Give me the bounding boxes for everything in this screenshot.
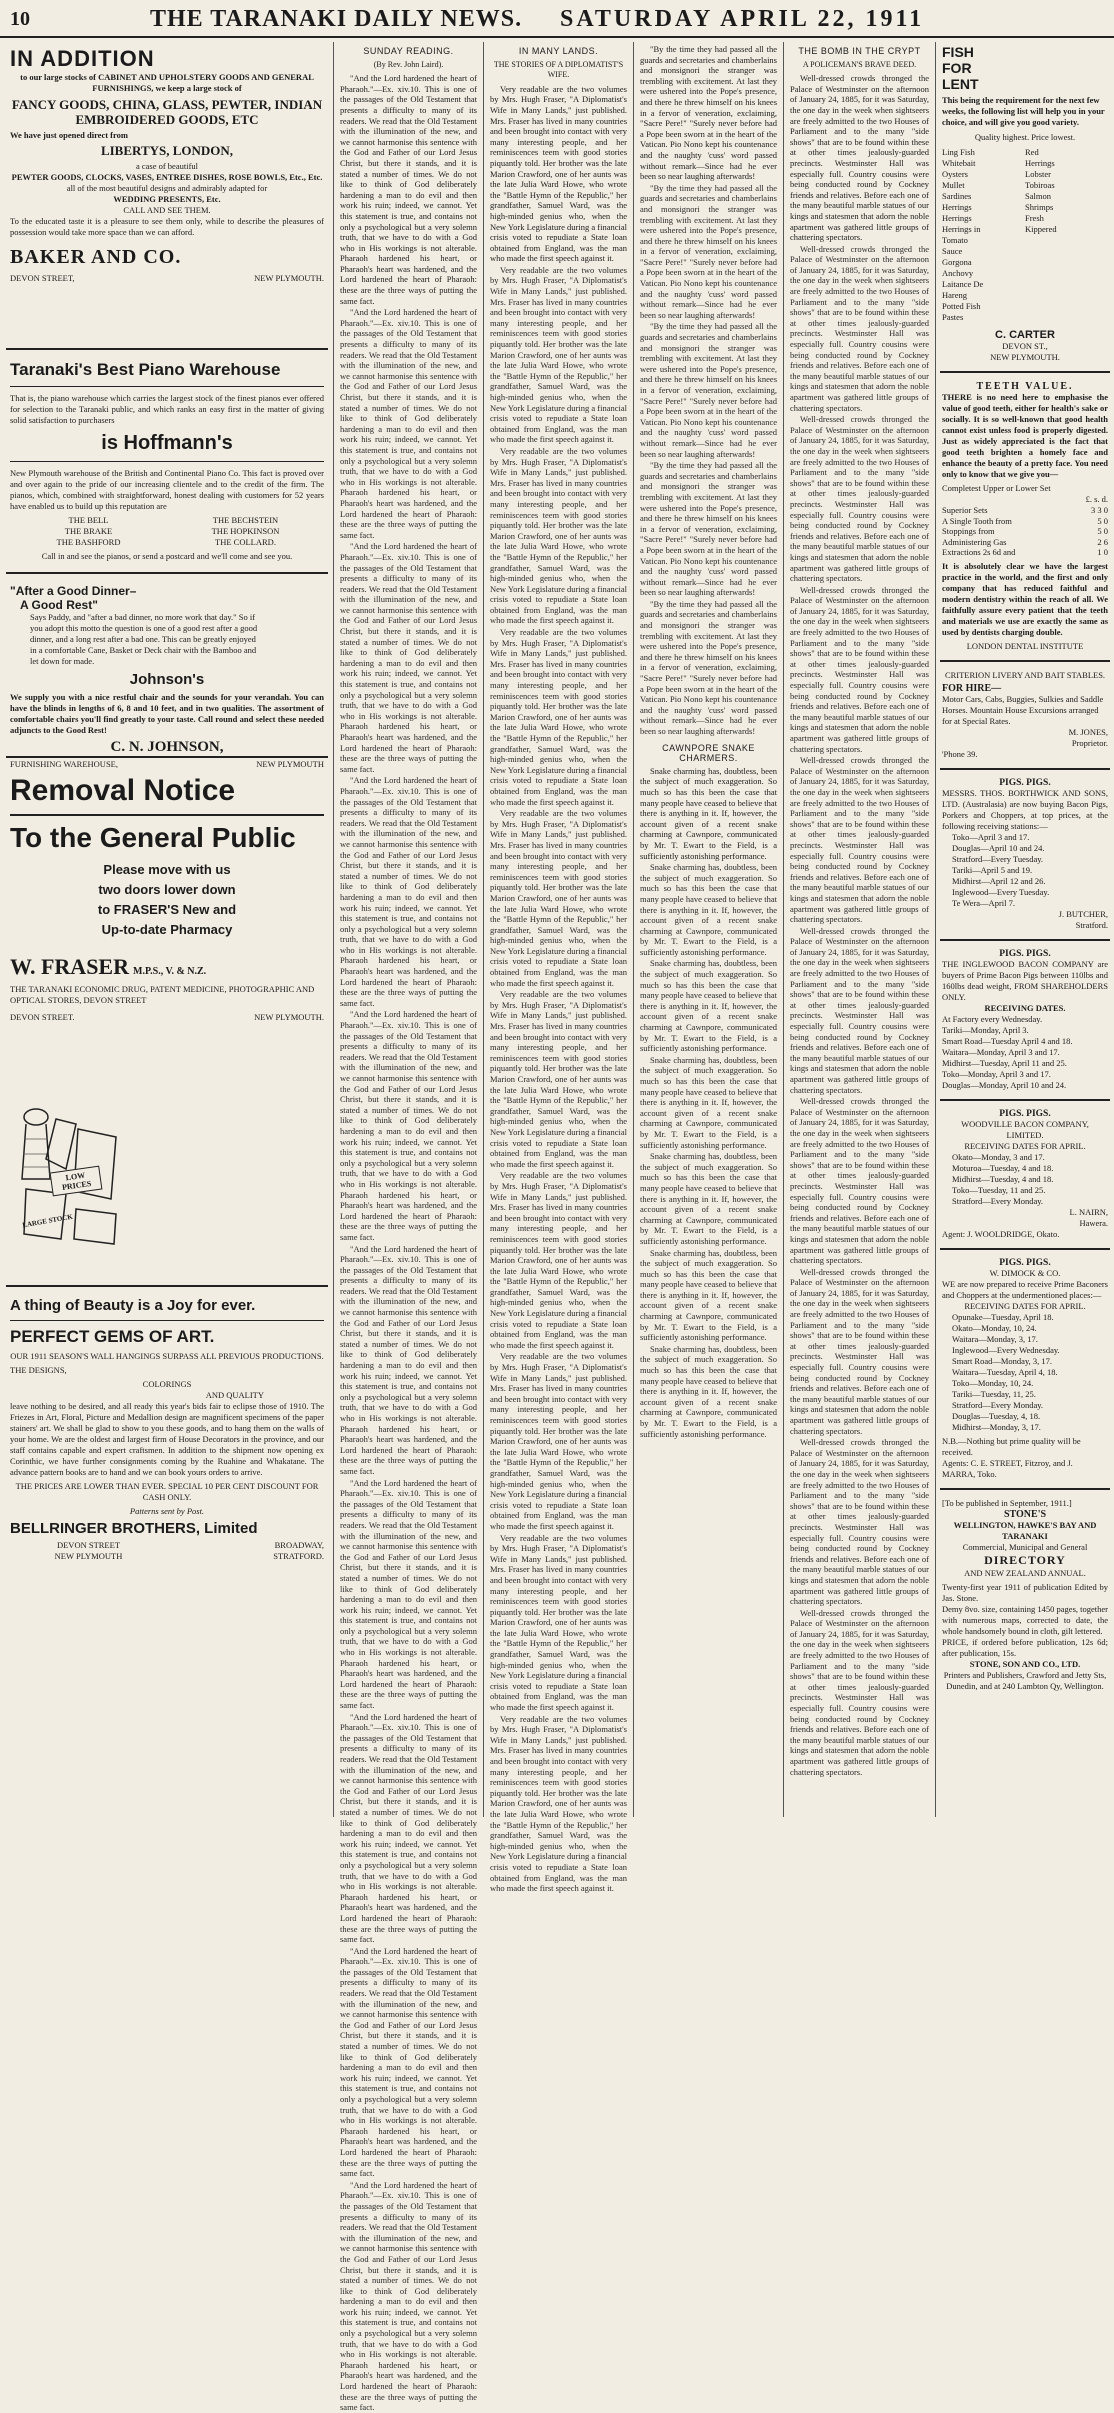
- price-label: Stoppings from: [942, 526, 995, 536]
- ad-firm-name: WOODVILLE BACON COMPANY, LIMITED.: [961, 1118, 1089, 1140]
- receiving-date: Waitara—Monday, 3, 17.: [952, 1333, 1038, 1344]
- article-subheading: THE STORIES OF A DIPLOMATIST'S WIFE.: [493, 59, 624, 80]
- article-text-continued: "And the Lord hardened the heart of Pharaoh."—Ex. xiv.10. This is one of the passages of the Old Testament that presents a difficulty to many of its readers. We read that the Old Testament with the illumination of the new, and we cannot harmonise this sentence with the God and Father of our Lord Jesus Christ, but there it stands, and it is stated a number of times. We do not like to think of God deliberately hardening a man to do evil and then work his ruin; indeed, we cannot. Yet this statement is true, and contains not only a psychological but a very solemn truth, that we have to do with a God who in His workings is not alterable. Pharaoh hardened his heart, or Pharaoh's heart was hardened, and the Lord hardened the heart of Pharaoh: these are the three ways of putting the same fact.: [340, 2179, 477, 2413]
- inglewood-bacon-ad: [940, 947, 1110, 1093]
- ad-firm-name: M. JONES,: [1068, 726, 1108, 737]
- ad-text: WE are now prepared to receive Prime Baconers and Choppers at the undermentioned places:—: [942, 1278, 1108, 1300]
- fish-item: Herrings: [942, 202, 972, 212]
- price-tag-text: PRICES: [61, 1178, 92, 1192]
- ad-text: THE DESIGNS,: [10, 1365, 67, 1375]
- ad-phone: 'Phone 39.: [942, 748, 978, 759]
- ad-headline: PERFECT GEMS OF ART.: [10, 1327, 215, 1346]
- article-subheading: A POLICEMAN'S BRAVE DEED.: [802, 59, 917, 69]
- article-text-continued: Snake charming has, doubtless, been the subject of much exaggeration. So much so has this been the case that many people have ceased to believe that there is anything in it. If, however, the account given of a recent snake charming at Cawnpore, communicated by Mr. T. Ewart to the Field, is a sufficiently astonishing performance.: [640, 958, 777, 1054]
- article-text: Snake charming has, doubtless, been the subject of much exaggeration. So much so has this been the case that many people have ceased to believe that there is anything in it. If, however, the account given of a recent snake charming at Cawnpore, communicated by Mr. T. Ewart to the Field, is a sufficiently astonishing performance.: [640, 765, 777, 861]
- brand-name: THE COLLARD.: [215, 537, 276, 547]
- ad-headline: PIGS. PIGS.: [999, 777, 1051, 788]
- hoffmanns-piano-ad: [6, 356, 328, 566]
- ad-text: Motor Cars, Cabs, Buggies, Sulkies and Saddle Horses. Mountain House Excursions arranged for at Special Rates.: [942, 693, 1104, 726]
- fish-item: Tobiroas: [1025, 180, 1055, 190]
- ad-text: COLORINGS: [142, 1379, 192, 1389]
- ad-text: We have just opened direct from: [10, 130, 128, 140]
- article-text-continued: "And the Lord hardened the heart of Pharaoh."—Ex. xiv.10. This is one of the passages of the Old Testament that presents a difficulty to many of its readers. We read that the Old Testament with the illumination of the new, and we cannot harmonise this sentence with the God and Father of our Lord Jesus Christ, but there it stands, and it is stated a number of times. We do not like to think of God deliberately hardening a man to do evil and then work his ruin; indeed, we cannot. Yet this statement is true, and contains not only a psychological but a very solemn truth, that we have to do with a God who in His workings is not alterable. Pharaoh hardened his heart, or Pharaoh's heart was hardened, and the Lord hardened the heart of Pharaoh: these are the three ways of putting the same fact.: [340, 1945, 477, 2179]
- ad-firm-title: Proprietor.: [1071, 737, 1108, 748]
- article-text-continued: Snake charming has, doubtless, been the subject of much exaggeration. So much so has this been the case that many people have ceased to believe that there is anything in it. If, however, the account given of a recent snake charming at Cawnpore, communicated by Mr. T. Ewart to the Field, is a sufficiently astonishing performance.: [640, 1247, 777, 1343]
- article-text-continued: Very readable are the two volumes by Mrs. Hugh Fraser, "A Diplomatist's Wife in Many Lands," just published. Mrs. Fraser has lived in many countries and been brought into contact with very many interesting people, and her reminiscences teem with good stories piquantly told. Her brother was the late Marion Crawford, one of her aunts was the late Julia Ward Howe, who wrote the "Battle Hymn of the Republic," her grandfather, Samuel Ward, was the high-minded genius who, when the New York Legislature during a financial crisis voted to repudiate a State loan obtained from England, was the man who made the first speech against it.: [490, 1351, 627, 1531]
- newspaper-title: THE TARANAKI DAILY NEWS.: [150, 6, 523, 32]
- article-text-continued: "By the time they had passed all the guards and secretaries and chamberlains and monsignori the stranger was trembling with excitement. At last they were ushered into the Pope's presence, and there he threw himself on his knees in a fervor of veneration, exclaiming, "Sacre Pere!" "Surely never before had a Pope been sworn at in the heart of the Vatican. Pio Nono kept his countenance and the naughty 'cuss' word passed without remark—Since had he ever been so near laughing afterwards!: [640, 460, 777, 598]
- ad-agent: L. NAIRN,: [1069, 1206, 1108, 1217]
- ad-divider: [940, 1099, 1110, 1101]
- ad-text: [To be published in September, 1911.]: [942, 1497, 1072, 1508]
- ad-text: Printers and Publishers, Crawford and Jetty Sts, Dunedin, and at 240 Lambton Qy, Wellington.: [943, 1669, 1107, 1691]
- receiving-date: Tariki—Tuesday, 11, 25.: [952, 1388, 1036, 1399]
- price-label: Administering Gas: [942, 536, 1007, 547]
- article-text-continued: "And the Lord hardened the heart of Pharaoh."—Ex. xiv.10. This is one of the passages of the Old Testament that presents a difficulty to many of its readers. We read that the Old Testament with the illumination of the new, and we cannot harmonise this sentence with the God and Father of our Lord Jesus Christ, but there it stands, and it is stated a number of times. We do not like to think of God deliberately hardening a man to do evil and then work his ruin; indeed, we cannot. Yet this statement is true, and contains not only a psychological but a very solemn truth, that we have to do with a God who in His workings is not alterable. Pharaoh hardened his heart, or Pharaoh's heart was hardened, and the Lord hardened the heart of Pharaoh: these are the three ways of putting the same fact.: [340, 541, 477, 774]
- article-text-continued: Well-dressed crowds thronged the Palace of Westminster on the afternoon of January 24, 1885, for it was Saturday, the one day in the week when sightseers are freely admitted to the two Houses of Parliament and to the many "side shows" that are to be found within these at other times jealously-guarded precincts. Westminster Hall was especially full. Country cousins were being conducted round by Cockney friends and relatives. Before each one of the many beautiful marble statues of our kings and statesmen that adorn the noble apartment was gathered little groups of chattering spectators.: [790, 1607, 929, 1777]
- ad-headline: A Good Rest": [20, 598, 98, 612]
- ad-text: Completest Upper or Lower Set: [942, 483, 1051, 493]
- ad-divider: [940, 1488, 1110, 1490]
- ad-text: to our large stocks of CABINET AND UPHOLSTERY GOODS AND GENERAL FURNISHINGS, we keep a large stock of: [20, 72, 314, 93]
- price-label: Superior Sets: [942, 505, 988, 515]
- ad-text: It is absolutely clear we have the largest practice in the world, and the first and only company that has reduced faithful and modern dentistry within the reach of all. We faithfully assure every patient that the teeth and materials we use are exactly the same as used by dentists charging double.: [942, 560, 1108, 637]
- article-text-continued: Very readable are the two volumes by Mrs. Hugh Fraser, "A Diplomatist's Wife in Many Lands," just published. Mrs. Fraser has lived in many countries and been brought into contact with very many interesting people, and her reminiscences teem with good stories piquantly told. Her brother was the late Marion Crawford, one of her aunts was the late Julia Ward Howe, who wrote the "Battle Hymn of the Republic," her grandfather, Samuel Ward, was the high-minded genius who, when the New York Legislature during a financial crisis voted to repudiate a State loan obtained from England, was the man who made the first speech against it.: [490, 264, 627, 445]
- ad-subheadline: RECEIVING DATES FOR APRIL.: [964, 1140, 1086, 1151]
- ad-text: That is, the piano warehouse which carries the largest stock of the finest pianos ever offered for selection to the Taranaki public, and which ranks an easy first in the matter of giving solid satisfaction to purchasers: [10, 393, 324, 425]
- ad-headline: PIGS. PIGS.: [999, 1257, 1051, 1268]
- ad-firm-name: BELLRINGER BROTHERS, Limited: [10, 1520, 258, 1537]
- ad-firm-name: STONE'S: [1003, 1508, 1047, 1520]
- price-value: 1 0: [1097, 547, 1108, 557]
- ad-address: [10, 273, 324, 284]
- right-ads-column: [940, 42, 1110, 1817]
- ad-firm-quals: M.P.S., V. & N.Z.: [133, 966, 207, 977]
- ad-text: Up-to-date Pharmacy: [101, 922, 233, 937]
- ad-subheadline: Commercial, Municipal and General: [962, 1541, 1088, 1552]
- fish-item: Fresh: [1025, 213, 1044, 223]
- pope-and-snake-column: [636, 42, 781, 1817]
- dimock-pigs-ad: [940, 1256, 1110, 1482]
- receiving-date: Douglas—Tuesday, 4, 18.: [952, 1410, 1041, 1421]
- article-heading: IN MANY LANDS.: [518, 46, 599, 56]
- ad-text: Quality highest. Price lowest.: [974, 132, 1076, 142]
- ad-headline: IN ADDITION: [10, 46, 155, 71]
- receiving-date: Toko—Monday, April 3 and 17.: [942, 1068, 1051, 1079]
- ad-subheadline: AND NEW ZEALAND ANNUAL.: [964, 1567, 1086, 1578]
- article-text: Very readable are the two volumes by Mrs. Hugh Fraser, "A Diplomatist's Wife in Many Lands," just published. Mrs. Fraser has lived in many countries and been brought into contact with very many interesting people, and her reminiscences teem with good stories piquantly told. Her brother was the late Marion Crawford, one of her aunts was the late Julia Ward Howe, who wrote the "Battle Hymn of the Republic," her grandfather, Samuel Ward, was the high-minded genius who, when the New York Legislature during a financial crisis voted to repudiate a State loan obtained from England, was the man who made the first speech against it.: [490, 83, 627, 264]
- article-heading: SUNDAY READING.: [363, 46, 454, 56]
- ad-subheadline: RECEIVING DATES FOR APRIL.: [964, 1300, 1086, 1311]
- receiving-dates-list: [942, 1014, 1108, 1091]
- ad-text: to FRASER'S New and: [97, 902, 237, 917]
- advertisements-column: [6, 42, 328, 1817]
- ad-text: leave nothing to be desired, and all ready this year's bids fair to eclipse those of 1910. The Friezes in Art, Floral, Picture and Medallion design are magnificent specimens of the paper stainers' art. We shall be glad to show to you these goods, and to hang them on the walls of your home. We are the oldest and largest firm of House Decorators in the province, and our staff contains capable and expert craftsmen. In addition to the shipment now opening ex Corinthic, we have further consignments coming by the Ruahine and Whakatane. The advance pattern books are to hand and we can book yours orders to arrive.: [10, 1401, 324, 1477]
- ad-firm-name: LONDON DENTAL INSTITUTE: [966, 640, 1084, 651]
- fish-item: Herrings in Tomato Sauce: [942, 224, 981, 256]
- ad-text: CALL AND SEE THEM.: [123, 205, 211, 215]
- ad-headline: DIRECTORY: [984, 1552, 1066, 1567]
- receiving-date: Midhirst—April 12 and 26.: [952, 875, 1046, 886]
- article-byline: (By Rev. John Laird).: [373, 59, 444, 69]
- ad-divider: [940, 660, 1110, 662]
- article-heading: CAWNPORE SNAKE CHARMERS.: [662, 742, 755, 764]
- price-row: [942, 537, 1108, 548]
- fish-item: Salmon: [1025, 191, 1051, 201]
- ad-divider: [940, 939, 1110, 941]
- ad-text: AND QUALITY: [205, 1390, 264, 1400]
- article-text-continued: "By the time they had passed all the guards and secretaries and chamberlains and monsignori the stranger was trembling with excitement. At last they were ushered into the Pope's presence, and there he threw himself on his knees in a fervor of veneration, exclaiming, "Sacre Pere!" "Surely never before had a Pope been sworn at in the heart of the Vatican. Pio Nono kept his countenance and the naughty 'cuss' word passed without remark—Since had he ever been so near laughing afterwards!: [640, 598, 777, 736]
- receiving-date: Inglewood—Every Wednesday.: [952, 1344, 1060, 1355]
- article-text-continued: Well-dressed crowds thronged the Palace of Westminster on the afternoon of January 24, 1885, for it was Saturday, the one day in the week when sightseers are freely admitted to the two Houses of Parliament and to the many "side shows" that are to be found within these at other times jealously-guarded precincts. Westminster Hall was especially full. Country cousins were being conducted round by Cockney friends and relatives. Before each one of the many beautiful marble statues of our kings and statesmen that adorn the noble apartment was gathered little groups of chattering spectators.: [790, 584, 929, 754]
- ad-divider: [6, 348, 328, 350]
- article-text-continued: Very readable are the two volumes by Mrs. Hugh Fraser, "A Diplomatist's Wife in Many Lands," just published. Mrs. Fraser has lived in many countries and been brought into contact with very many interesting people, and her reminiscences teem with good stories piquantly told. Her brother was the late Marion Crawford, one of her aunts was the late Julia Ward Howe, who wrote the "Battle Hymn of the Republic," her grandfather, Samuel Ward, was the high-minded genius who, when the New York Legislature during a financial crisis voted to repudiate a State loan obtained from England, was the man who made the first speech against it.: [490, 1532, 627, 1713]
- fish-item: Shrimps: [1025, 202, 1054, 212]
- ad-address: [10, 1540, 324, 1562]
- ad-address-street: DEVON STREET: [56, 1540, 121, 1550]
- article-text-continued: Very readable are the two volumes by Mrs. Hugh Fraser, "A Diplomatist's Wife in Many Lands," just published. Mrs. Fraser has lived in many countries and been brought into contact with very many interesting people, and her reminiscences teem with good stories piquantly told. Her brother was the late Marion Crawford, one of her aunts was the late Julia Ward Howe, who wrote the "Battle Hymn of the Republic," her grandfather, Samuel Ward, was the high-minded genius who, when the New York Legislature during a financial crisis voted to repudiate a State loan obtained from England, was the man who made the first speech against it.: [490, 627, 627, 807]
- article-text: "And the Lord hardened the heart of Pharaoh."—Ex. xiv.10. This is one of the passages of the Old Testament that presents a difficulty to many of its readers. We read that the Old Testament with the illumination of the new, and we cannot harmonise this sentence with the God and Father of our Lord Jesus Christ, but there it stands, and it is stated a number of times. We do not like to think of God deliberately hardening a man to do evil and then work his ruin; indeed, we cannot. Yet this statement is true, and contains not only a psychological but a very solemn truth, that we have to do with a God who in His workings is not alterable. Pharaoh hardened his heart, or Pharaoh's heart was hardened, and the Lord hardened the heart of Pharaoh: these are the three ways of putting the same fact.: [340, 73, 477, 306]
- ad-divider: [940, 371, 1110, 373]
- ad-divider: [10, 1320, 324, 1321]
- stock-tag: LARGE STOCK: [21, 1212, 74, 1230]
- ad-subheadline: FOR HIRE—: [942, 682, 1002, 694]
- receiving-date: Smart Road—Tuesday April 4 and 18.: [942, 1035, 1073, 1046]
- receiving-date: Midhirst—Monday, 3, 17.: [952, 1421, 1041, 1432]
- fish-item: Gorgona Anchovy: [942, 257, 974, 278]
- receiving-dates-list: [942, 1312, 1108, 1433]
- ad-text: Says Paddy, and "after a bad dinner, no more work that day." So if you adopt this motto the question is one of a good rest after a good dinner, and a long rest after a bad one. This can be greatly enjoyed in a comfortable Cane, Basket or Deck chair with the Bamboo and let down for made.: [30, 612, 258, 666]
- borthwick-pigs-ad: [940, 776, 1110, 933]
- article-heading: THE BOMB IN THE CRYPT: [798, 46, 921, 56]
- many-lands-column: [486, 42, 631, 1894]
- fish-item: Sardines: [942, 191, 972, 201]
- ad-headline: PIGS. PIGS.: [999, 1108, 1051, 1119]
- receiving-dates-list: [942, 832, 1108, 909]
- ad-firm-name: W. FRASER: [10, 954, 129, 979]
- ad-subheadline: Johnson's: [129, 671, 205, 688]
- article-text-continued: "And the Lord hardened the heart of Pharaoh."—Ex. xiv.10. This is one of the passages of the Old Testament that presents a difficulty to many of its readers. We read that the Old Testament with the illumination of the new, and we cannot harmonise this sentence with the God and Father of our Lord Jesus Christ, but there it stands, and it is stated a number of times. We do not like to think of God deliberately hardening a man to do evil and then work his ruin; indeed, we cannot. Yet this statement is true, and contains not only a psychological but a very solemn truth, that we have to do with a God who in His workings is not alterable. Pharaoh hardened his heart, or Pharaoh's heart was hardened, and the Lord hardened the heart of Pharaoh: these are the three ways of putting the same fact.: [340, 1243, 477, 1476]
- price-label: Extractions 2s 6d and: [942, 547, 1016, 557]
- ad-divider: [6, 756, 328, 758]
- brand-name: THE HOPKINSON: [211, 526, 280, 536]
- receiving-date: Opunake—Tuesday, April 18.: [952, 1311, 1054, 1322]
- article-text-continued: Well-dressed crowds thronged the Palace of Westminster on the afternoon of January 24, 1885, for it was Saturday, the one day in the week when sightseers are freely admitted to the two Houses of Parliament and to the many "side shows" that are to be found within these at other times jealously-guarded precincts. Westminster Hall was especially full. Country cousins were being conducted round by Cockney friends and relatives. Before each one of the many beautiful marble statues of our kings and statesmen that adorn the noble apartment was gathered little groups of chattering spectators.: [790, 1266, 929, 1436]
- price-value: 5 0: [1097, 526, 1108, 536]
- ad-firm-name: C. CARTER: [995, 329, 1055, 341]
- price-label: A Single Tooth from: [942, 515, 1012, 526]
- ad-firm-line: [10, 954, 324, 980]
- ad-headline: Taranaki's Best Piano Warehouse: [10, 360, 281, 379]
- ad-text: all of the most beautiful designs and admirably adapted for: [66, 183, 268, 193]
- ad-firm-town: Stratford.: [1075, 919, 1108, 930]
- bomb-crypt-column: [786, 42, 933, 1817]
- article-text-continued: Well-dressed crowds thronged the Palace of Westminster on the afternoon of January 24, 1885, for it was Saturday, the one day in the week when sightseers are freely admitted to the two Houses of Parliament and to the many "side shows" that are to be found within these at other times jealously-guarded precincts. Westminster Hall was especially full. Country cousins were being conducted round by Cockney friends and relatives. Before each one of the many beautiful marble statues of our kings and statesmen that adorn the noble apartment was gathered little groups of chattering spectators.: [790, 414, 929, 584]
- receiving-date: Tariki—April 5 and 19.: [952, 864, 1033, 875]
- ad-text: Demy 8vo. size, containing 1450 pages, together with numerous maps, corrected to date, the whole handsomely bound in cloth, gilt lettered.: [942, 1603, 1108, 1636]
- price-row: [942, 547, 1108, 558]
- brand-name: THE BECHSTEIN: [212, 515, 279, 525]
- article-text-continued: "And the Lord hardened the heart of Pharaoh."—Ex. xiv.10. This is one of the passages of the Old Testament that presents a difficulty to many of its readers. We read that the Old Testament with the illumination of the new, and we cannot harmonise this sentence with the God and Father of our Lord Jesus Christ, but there it stands, and it is stated a number of times. We do not like to think of God deliberately hardening a man to do evil and then work his ruin; indeed, we cannot. Yet this statement is true, and contains not only a psychological but a very solemn truth, that we have to do with a God who in His workings is not alterable. Pharaoh hardened his heart, or Pharaoh's heart was hardened, and the Lord hardened the heart of Pharaoh: these are the three ways of putting the same fact.: [340, 1009, 477, 1242]
- dental-price-list: [942, 505, 1108, 558]
- article-text: Well-dressed crowds thronged the Palace of Westminster on the afternoon of January 24, 1885, for it was Saturday, the one day in the week when sightseers are freely admitted to the two Houses of Parliament and to the many "side shows" that are to be found within these at other times jealously-guarded precincts. Westminster Hall was especially full. Country cousins were being conducted round by Cockney friends and relatives. Before each one of the many beautiful marble statues of our kings and statesmen that adorn the noble apartment was gathered little groups of chattering spectators.: [790, 73, 929, 243]
- article-text-continued: Very readable are the two volumes by Mrs. Hugh Fraser, "A Diplomatist's Wife in Many Lands," just published. Mrs. Fraser has lived in many countries and been brought into contact with very many interesting people, and her reminiscences teem with good stories piquantly told. Her brother was the late Marion Crawford, one of her aunts was the late Julia Ward Howe, who wrote the "Battle Hymn of the Republic," her grandfather, Samuel Ward, was the high-minded genius who, when the New York Legislature during a financial crisis voted to repudiate a State loan obtained from England, was the man who made the first speech against it.: [490, 989, 627, 1169]
- ad-divider: [10, 814, 324, 816]
- ad-address-street: DEVON STREET,: [10, 273, 75, 283]
- article-text: "By the time they had passed all the guards and secretaries and chamberlains and monsignori the stranger was trembling with excitement. At last they were ushered into the Pope's presence, and there he threw himself on his knees in a fervor of veneration, exclaiming, "Sacre Pere!" "Surely never before had a Pope been sworn at in the heart of the Vatican. Pio Nono kept his countenance and the naughty 'cuss' word passed without remark—Since had he ever been so near laughing afterwards!: [640, 44, 777, 182]
- ad-text: Patterns sent by Post.: [129, 1506, 205, 1516]
- price-value: 3 3 0: [1091, 505, 1108, 515]
- ad-text: To the educated taste it is a pleasure to see them only, while to describe the pleasures of possession would take more space than we can afford.: [10, 216, 324, 237]
- ad-divider: [940, 1248, 1110, 1250]
- ad-address-street: FURNISHING WAREHOUSE,: [10, 759, 118, 769]
- ad-divider: [940, 768, 1110, 770]
- ad-subheadline: WELLINGTON, HAWKE'S BAY AND TARANAKI: [953, 1519, 1097, 1541]
- masthead: [0, 0, 1114, 38]
- ad-headline: To the General Public: [10, 822, 296, 853]
- fish-item: Kippered: [1025, 224, 1057, 234]
- article-text-continued: Very readable are the two volumes by Mrs. Hugh Fraser, "A Diplomatist's Wife in Many Lands," just published. Mrs. Fraser has lived in many countries and been brought into contact with very many interesting people, and her reminiscences teem with good stories piquantly told. Her brother was the late Marion Crawford, one of her aunts was the late Julia Ward Howe, who wrote the "Battle Hymn of the Republic," her grandfather, Samuel Ward, was the high-minded genius who, when the New York Legislature during a financial crisis voted to repudiate a State loan obtained from England, was the man who made the first speech against it.: [490, 1170, 627, 1350]
- ad-headline: Removal Notice: [10, 774, 236, 807]
- price-column-header: £. s. d.: [1085, 494, 1108, 504]
- column-rule: [333, 42, 334, 1817]
- article-text-continued: Snake charming has, doubtless, been the subject of much exaggeration. So much so has this been the case that many people have ceased to believe that there is anything in it. If, however, the account given of a recent snake charming at Cawnpore, communicated by Mr. T. Ewart to the Field, is a sufficiently astonishing performance.: [640, 1343, 777, 1439]
- receiving-date: Okato—Monday, 3 and 17.: [952, 1151, 1045, 1162]
- fish-item: Mullet: [942, 180, 965, 190]
- ad-agent: Agent: J. WOOLDRIDGE, Okato.: [942, 1228, 1060, 1239]
- article-text-continued: Well-dressed crowds thronged the Palace of Westminster on the afternoon of January 24, 1885, for it was Saturday, the one day in the week when sightseers are freely admitted to the two Houses of Parliament and to the many "side shows" that are to be found within these at other times jealously-guarded precincts. Westminster Hall was especially full. Country cousins were being conducted round by Cockney friends and relatives. Before each one of the many beautiful marble statues of our kings and statesmen that adorn the noble apartment was gathered little groups of chattering spectators.: [790, 243, 929, 413]
- column-rule: [783, 42, 784, 1817]
- ad-text: N.B.—Nothing but prime quality will be received.: [942, 1435, 1081, 1457]
- ad-address-town: NEW PLYMOUTH.: [254, 1012, 324, 1022]
- ad-address-town: NEW PLYMOUTH.: [990, 352, 1060, 362]
- column-rule: [633, 42, 634, 1817]
- price-tag-text: LOW: [65, 1170, 86, 1183]
- fish-item: Red Herrings: [1025, 147, 1055, 168]
- ad-text: Call in and see the pianos, or send a postcard and we'll come and see you.: [41, 551, 293, 561]
- ad-firm-name: C. N. JOHNSON,: [110, 739, 224, 755]
- fish-list-left: [942, 147, 1025, 323]
- article-text-continued: "By the time they had passed all the guards and secretaries and chamberlains and monsignori the stranger was trembling with excitement. At last they were ushered into the Pope's presence, and there he threw himself on his knees in a fervor of veneration, exclaiming, "Sacre Pere!" "Surely never before had a Pope been sworn at in the heart of the Vatican. Pio Nono kept his countenance and the naughty 'cuss' word passed without remark—Since had he ever been so near laughing afterwards!: [640, 321, 777, 459]
- article-text-continued: Very readable are the two volumes by Mrs. Hugh Fraser, "A Diplomatist's Wife in Many Lands," just published. Mrs. Fraser has lived in many countries and been brought into contact with very many interesting people, and her reminiscences teem with good stories piquantly told. Her brother was the late Marion Crawford, one of her aunts was the late Julia Ward Howe, who wrote the "Battle Hymn of the Republic," her grandfather, Samuel Ward, was the high-minded genius who, when the New York Legislature during a financial crisis voted to repudiate a State loan obtained from England, was the man who made the first speech against it.: [490, 808, 627, 988]
- fish-item: Ling Fish: [942, 147, 975, 157]
- carter-fish-ad: [940, 42, 1110, 365]
- ad-text: This being the requirement for the next few weeks, the following list will help you in your choice, and will give you good variety.: [942, 95, 1105, 127]
- brand-name: THE BASHFORD: [56, 537, 121, 547]
- bellringer-wallpaper-ad: [6, 1293, 328, 1562]
- ad-headline: A thing of Beauty is a Joy for ever.: [10, 1297, 256, 1314]
- dental-ad: [940, 379, 1110, 654]
- receiving-date: At Factory every Wednesday.: [942, 1013, 1043, 1024]
- article-text-continued: Snake charming has, doubtless, been the subject of much exaggeration. So much so has this been the case that many people have ceased to believe that there is anything in it. If, however, the account given of a recent snake charming at Cawnpore, communicated by Mr. T. Ewart to the Field, is a sufficiently astonishing performance.: [640, 862, 777, 957]
- ad-headline: FOR: [942, 60, 972, 76]
- fish-item: Whitebait: [942, 158, 976, 168]
- fish-list-right: [1025, 147, 1108, 323]
- ad-headline: FISH: [942, 44, 974, 60]
- baker-and-co-ad: [6, 42, 328, 342]
- ad-address: [10, 1012, 324, 1023]
- article-text-continued: Snake charming has, doubtless, been the subject of much exaggeration. So much so has this been the case that many people have ceased to believe that there is anything in it. If, however, the account given of a recent snake charming at Cawnpore, communicated by Mr. T. Ewart to the Field, is a sufficiently astonishing performance.: [640, 1151, 777, 1246]
- receiving-date: Inglewood—Every Tuesday.: [952, 886, 1050, 897]
- chair-illustration: [6, 1099, 328, 1279]
- ad-text: Twenty-first year 1911 of publication Edited by Jas. Stone.: [942, 1581, 1108, 1603]
- ad-text: THE TARANAKI ECONOMIC DRUG, PATENT MEDICINE, PHOTOGRAPHIC AND OPTICAL STORES, DEVON STREET: [10, 984, 315, 1005]
- article-text-continued: Well-dressed crowds thronged the Palace of Westminster on the afternoon of January 24, 1885, for it was Saturday, the one day in the week when sightseers are freely admitted to the two Houses of Parliament and to the many "side shows" that are to be found within these at other times jealously-guarded precincts. Westminster Hall was especially full. Country cousins were being conducted round by Cockney friends and relatives. Before each one of the many beautiful marble statues of our kings and statesmen that adorn the noble apartment was gathered little groups of chattering spectators.: [790, 925, 929, 1095]
- ad-text: a case of beautiful: [135, 161, 199, 171]
- ad-subheadline: FANCY GOODS, CHINA, GLASS, PEWTER, INDIAN EMBROIDERED GOODS, ETC: [11, 97, 323, 127]
- receiving-date: Stratford—Every Monday.: [952, 1195, 1044, 1206]
- article-text-continued: "And the Lord hardened the heart of Pharaoh."—Ex. xiv.10. This is one of the passages of the Old Testament that presents a difficulty to many of its readers. We read that the Old Testament with the illumination of the new, and we cannot harmonise this sentence with the God and Father of our Lord Jesus Christ, but there it stands, and it is stated a number of times. We do not like to think of God deliberately hardening a man to do evil and then work his ruin; indeed, we cannot. Yet this statement is true, and contains not only a psychological but a very solemn truth, that we have to do with a God who in His workings is not alterable. Pharaoh hardened his heart, or Pharaoh's heart was hardened, and the Lord hardened the heart of Pharaoh: these are the three ways of putting the same fact.: [340, 775, 477, 1008]
- ad-address-street: DEVON ST.,: [1002, 341, 1048, 351]
- ad-agent: Agents: C. E. STREET, Fitzroy, and J. MARRA, Toko.: [942, 1457, 1073, 1479]
- ad-divider: [10, 386, 324, 387]
- ad-agent-town: Hawera.: [1079, 1217, 1108, 1228]
- stones-directory-ad: [940, 1496, 1110, 1694]
- receiving-date: Douglas—April 10 and 24.: [952, 842, 1045, 853]
- receiving-date: Okato—Monday, 10, 24.: [952, 1322, 1037, 1333]
- livery-stables-ad: [940, 668, 1110, 762]
- fraser-pharmacy-ad: [6, 764, 328, 1089]
- ad-firm-name: STONE, SON AND CO., LTD.: [969, 1658, 1081, 1669]
- issue-date: SATURDAY APRIL 22, 1911: [560, 6, 925, 32]
- article-text-continued: Well-dressed crowds thronged the Palace of Westminster on the afternoon of January 24, 1885, for it was Saturday, the one day in the week when sightseers are freely admitted to the two Houses of Parliament and to the many "side shows" that are to be found within these at other times jealously-guarded precincts. Westminster Hall was especially full. Country cousins were being conducted round by Cockney friends and relatives. Before each one of the many beautiful marble statues of our kings and statesmen that adorn the noble apartment was gathered little groups of chattering spectators.: [790, 755, 929, 925]
- ad-subheadline: LIBERTYS, LONDON,: [100, 143, 234, 158]
- ad-headline: CRITERION LIVERY AND BAIT STABLES.: [944, 669, 1106, 680]
- ad-subheadline: is Hoffmann's: [101, 432, 233, 454]
- ad-text: THE INGLEWOOD BACON COMPANY are buyers of Prime Bacon Pigs between 110lbs and 160lbs dead weight, FROM SHAREHOLDERS ONLY.: [942, 958, 1108, 1002]
- piano-brands: [10, 515, 324, 548]
- fish-item: Laitance De Hareng: [942, 279, 984, 300]
- ad-text: New Plymouth warehouse of the British and Continental Piano Co. This fact is proved over and over again to the pride of our increasing clientele and to the credit of the firm. The pianos, which, combined with straightforward, honest dealing with customers for 52 years have enabled us to build up this reputation are: [10, 468, 324, 511]
- receiving-date: Tariki—Monday, April 3.: [942, 1024, 1029, 1035]
- article-text-continued: "And the Lord hardened the heart of Pharaoh."—Ex. xiv.10. This is one of the passages of the Old Testament that presents a difficulty to many of its readers. We read that the Old Testament with the illumination of the new, and we cannot harmonise this sentence with the God and Father of our Lord Jesus Christ, but there it stands, and it is stated a number of times. We do not like to think of God deliberately hardening a man to do evil and then work his ruin; indeed, we cannot. Yet this statement is true, and contains not only a psychological but a very solemn truth, that we have to do with a God who in His workings is not alterable. Pharaoh hardened his heart, or Pharaoh's heart was hardened, and the Lord hardened the heart of Pharaoh: these are the three ways of putting the same fact.: [340, 1711, 477, 1945]
- fish-item: Herrings: [942, 213, 972, 223]
- ad-text: two doors lower down: [98, 882, 236, 897]
- receiving-date: Stratford—Every Monday.: [952, 1399, 1044, 1410]
- article-text-continued: Well-dressed crowds thronged the Palace of Westminster on the afternoon of January 24, 1885, for it was Saturday, the one day in the week when sightseers are freely admitted to the two Houses of Parliament and to the many "side shows" that are to be found within these at other times jealously-guarded precincts. Westminster Hall was especially full. Country cousins were being conducted round by Cockney friends and relatives. Before each one of the many beautiful marble statues of our kings and statesmen that adorn the noble apartment was gathered little groups of chattering spectators.: [790, 1096, 929, 1266]
- article-text-continued: "By the time they had passed all the guards and secretaries and chamberlains and monsignori the stranger was trembling with excitement. At last they were ushered into the Pope's presence, and there he threw himself on his knees in a fervor of veneration, exclaiming, "Sacre Pere!" "Surely never before had a Pope been sworn at in the heart of the Vatican. Pio Nono kept his countenance and the naughty 'cuss' word passed without remark—Since had he ever been so near laughing afterwards!: [640, 182, 777, 320]
- price-value: 2 6: [1097, 536, 1108, 547]
- ad-text: MESSRS. THOS. BORTHWICK AND SONS, LTD. (Australasia) are now buying Bacon Pigs, Porkers and Choppers, at top prices, at the following receiving stations:—: [942, 787, 1108, 831]
- ad-text: PRICE, if ordered before publication, 12s 6d; after publication, 15s.: [942, 1636, 1108, 1658]
- receiving-date: Te Wera—April 7.: [952, 897, 1016, 908]
- ad-address-street: DEVON STREET.: [10, 1012, 75, 1022]
- ad-divider: [10, 461, 324, 462]
- ad-address-town: STRATFORD.: [273, 1551, 324, 1561]
- column-rule: [935, 42, 936, 1817]
- article-text-continued: "And the Lord hardened the heart of Pharaoh."—Ex. xiv.10. This is one of the passages of the Old Testament that presents a difficulty to many of its readers. We read that the Old Testament with the illumination of the new, and we cannot harmonise this sentence with the God and Father of our Lord Jesus Christ, but there it stands, and it is stated a number of times. We do not like to think of God deliberately hardening a man to do evil and then work his ruin; indeed, we cannot. Yet this statement is true, and contains not only a psychological but a very solemn truth, that we have to do with a God who in His workings is not alterable. Pharaoh hardened his heart, or Pharaoh's heart was hardened, and the Lord hardened the heart of Pharaoh: these are the three ways of putting the same fact.: [340, 1477, 477, 1711]
- ad-address-town: NEW PLYMOUTH: [54, 1551, 123, 1561]
- fish-item: Potted Fish Pastes: [942, 301, 981, 322]
- price-row: [942, 505, 1108, 516]
- price-value: 5 0: [1097, 515, 1108, 526]
- ad-firm-name: BAKER AND CO.: [10, 246, 182, 268]
- sunday-reading-column: [336, 42, 481, 2413]
- brand-name: THE BELL: [68, 515, 109, 525]
- price-row: [942, 526, 1108, 537]
- ad-firm-name: J. BUTCHER,: [1058, 908, 1108, 919]
- ad-address-street: BROADWAY,: [274, 1540, 324, 1550]
- fish-list: [942, 147, 1108, 323]
- fish-item: Lobster: [1025, 169, 1051, 179]
- receiving-date: Toko—Monday, 10, 24.: [952, 1377, 1034, 1388]
- ad-headline: PIGS. PIGS.: [999, 948, 1051, 959]
- column-rule: [483, 42, 484, 1817]
- receiving-date: Douglas—Monday, April 10 and 24.: [942, 1079, 1067, 1090]
- ad-headline: TEETH VALUE.: [976, 381, 1074, 392]
- article-text-continued: Very readable are the two volumes by Mrs. Hugh Fraser, "A Diplomatist's Wife in Many Lands," just published. Mrs. Fraser has lived in many countries and been brought into contact with very many interesting people, and her reminiscences teem with good stories piquantly told. Her brother was the late Marion Crawford, one of her aunts was the late Julia Ward Howe, who wrote the "Battle Hymn of the Republic," her grandfather, Samuel Ward, was the high-minded genius who, when the New York Legislature during a financial crisis voted to repudiate a State loan obtained from England, was the man who made the first speech against it.: [490, 1713, 627, 1894]
- fish-item: Oysters: [942, 169, 968, 179]
- receiving-date: Stratford—Every Tuesday.: [952, 853, 1044, 864]
- price-row: [942, 516, 1108, 527]
- receiving-date: Waitara—Monday, April 3 and 17.: [942, 1046, 1060, 1057]
- article-text-continued: Snake charming has, doubtless, been the subject of much exaggeration. So much so has this been the case that many people have ceased to believe that there is anything in it. If, however, the account given of a recent snake charming at Cawnpore, communicated by Mr. T. Ewart to the Field, is a sufficiently astonishing performance.: [640, 1054, 777, 1150]
- ad-text: THERE is no need here to emphasise the value of good teeth, either for health's sake or socially. It is so well-known that good health cannot exist unless food is properly digested. Just as widely appreciated is the fact that good teeth brighten a homely face and enhance the beauty of a pretty face. You need only to know that we give you—: [942, 392, 1108, 479]
- johnsons-chairs-ad: [6, 580, 328, 769]
- ad-address-town: NEW PLYMOUTH: [256, 759, 324, 769]
- ad-headline: LENT: [942, 76, 979, 92]
- receiving-date: Toko—Tuesday, 11 and 25.: [952, 1184, 1046, 1195]
- brand-name: THE BRAKE: [64, 526, 113, 536]
- ad-divider: [6, 572, 328, 574]
- ad-headline: "After a Good Dinner–: [10, 584, 137, 598]
- ad-text: PEWTER GOODS, CLOCKS, VASES, ENTREE DISHES, ROSE BOWLS, Etc., Etc.: [11, 172, 323, 182]
- receiving-date: Waitara—Tuesday, April 4, 18.: [952, 1366, 1058, 1377]
- article-text-continued: Very readable are the two volumes by Mrs. Hugh Fraser, "A Diplomatist's Wife in Many Lands," just published. Mrs. Fraser has lived in many countries and been brought into contact with very many interesting people, and her reminiscences teem with good stories piquantly told. Her brother was the late Marion Crawford, one of her aunts was the late Julia Ward Howe, who wrote the "Battle Hymn of the Republic," her grandfather, Samuel Ward, was the high-minded genius who, when the New York Legislature during a financial crisis voted to repudiate a State loan obtained from England, was the man who made the first speech against it.: [490, 445, 627, 626]
- ad-divider: [6, 1285, 328, 1287]
- ad-text: THE PRICES ARE LOWER THAN EVER. SPECIAL 10 PER CENT DISCOUNT FOR CASH ONLY.: [15, 1481, 319, 1502]
- ad-subheadline: RECEIVING DATES.: [984, 1002, 1066, 1013]
- receiving-date: Toko—April 3 and 17.: [952, 831, 1030, 842]
- ad-text: We supply you with a nice restful chair and the sounds for your verandah. You can have the blinds in lengths of 6, 8 and 10 feet, and in two qualities. The assortment of comfortable chairs you'll find greatly to your taste. Call round and select these needed adjuncts to the Good Rest!: [10, 692, 324, 735]
- ad-text: OUR 1911 SEASON'S WALL HANGINGS SURPASS ALL PREVIOUS PRODUCTIONS.: [10, 1351, 324, 1361]
- ad-text: Please move with us: [103, 862, 231, 877]
- ad-firm-name: W. DIMOCK & CO.: [989, 1267, 1061, 1278]
- receiving-date: Midhirst—Tuesday, April 11 and 25.: [942, 1057, 1067, 1068]
- woodville-bacon-ad: [940, 1107, 1110, 1242]
- ad-text: WEDDING PRESENTS, Etc.: [113, 194, 221, 204]
- article-text-continued: Well-dressed crowds thronged the Palace of Westminster on the afternoon of January 24, 1885, for it was Saturday, the one day in the week when sightseers are freely admitted to the two Houses of Parliament and to the many "side shows" that are to be found within these at other times jealously-guarded precincts. Westminster Hall was especially full. Country cousins were being conducted round by Cockney friends and relatives. Before each one of the many beautiful marble statues of our kings and statesmen that adorn the noble apartment was gathered little groups of chattering spectators.: [790, 1437, 929, 1607]
- page-number: 10: [10, 8, 30, 30]
- receiving-date: Midhirst—Tuesday, 4 and 18.: [952, 1173, 1054, 1184]
- receiving-date: Moturoa—Tuesday, 4 and 18.: [952, 1162, 1054, 1173]
- receiving-date: Smart Road—Monday, 3, 17.: [952, 1355, 1053, 1366]
- receiving-dates-list: [942, 1152, 1108, 1207]
- article-text-continued: "And the Lord hardened the heart of Pharaoh."—Ex. xiv.10. This is one of the passages of the Old Testament that presents a difficulty to many of its readers. We read that the Old Testament with the illumination of the new, and we cannot harmonise this sentence with the God and Father of our Lord Jesus Christ, but there it stands, and it is stated a number of times. We do not like to think of God deliberately hardening a man to do evil and then work his ruin; indeed, we cannot. Yet this statement is true, and contains not only a psychological but a very solemn truth, that we have to do with a God who in His workings is not alterable. Pharaoh hardened his heart, or Pharaoh's heart was hardened, and the Lord hardened the heart of Pharaoh: these are the three ways of putting the same fact.: [340, 307, 477, 540]
- ad-address-town: NEW PLYMOUTH.: [254, 273, 324, 283]
